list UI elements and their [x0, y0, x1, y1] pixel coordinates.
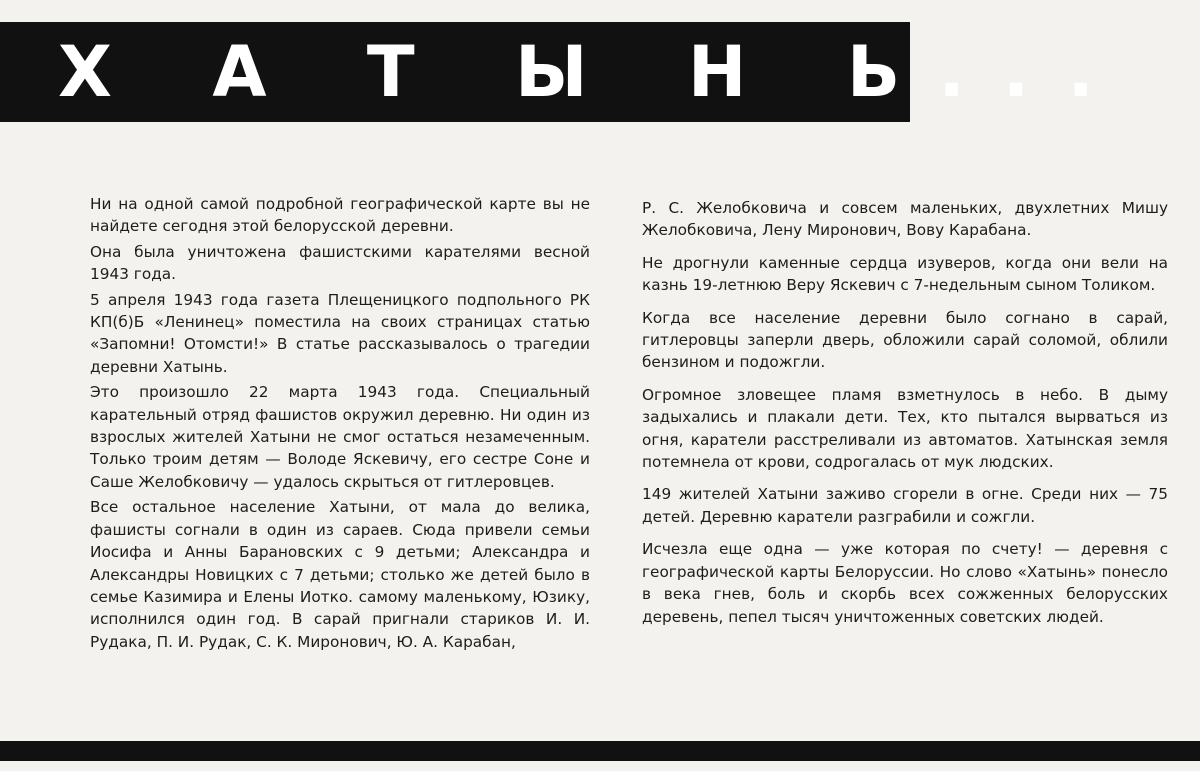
paragraph: Когда все население деревни было согнано в сарай, гитлеровцы заперли дверь, обложили сарай соломой, облили бензином и подожгли.	[642, 308, 1168, 372]
title-banner	[0, 22, 1132, 122]
page-title: Х А Т Ы Н Ь...	[58, 31, 1132, 113]
paragraph: Все остальное население Хатыни, от мала до велика, фашисты согнали в один из сараев. Сюда привели семьи Иосифа и Анны Барановских с 9 детьми; Александра и Александры Новицких с 7 детьми; столько же детей было в семье Казимира и Елены Иотко. самому маленькому, Юзику, исполнился один год. В сарай пригнали стариков И. И. Рудака, П. И. Рудак, С. К. Миронович, Ю. А. Карабан,	[90, 498, 590, 651]
paragraph: 5 апреля 1943 года газета Плещеницкого подпольного РК КП(б)Б «Ленинец» поместила на своих страницах статью «Запомни! Отомсти!» В статье рассказывалось о трагедии деревни Хатынь.	[90, 290, 590, 376]
paragraph: 149 жителей Хатыни заживо сгорели в огне. Среди них — 75 детей. Деревню каратели разграбили и сожгли.	[642, 485, 1168, 526]
paragraph: Это произошло 22 марта 1943 года. Специальный карательный отряд фашистов окружил деревню. Ни один из взрослых жителей Хатыни не смог остаться незамеченным. Только троим детям — Володе Яскевичу, его сестре Соне и Саше Желобковичу — удалось скрыться от гитлеровцев.	[90, 383, 590, 491]
bottom-divider	[0, 741, 1200, 761]
paragraph: Не дрогнули каменные сердца изуверов, когда они вели на казнь 19-летнюю Веру Яскевич с 7-недельным сыном Толиком.	[642, 253, 1168, 295]
paragraph: Она была уничтожена фашистскими карателями весной 1943 года.	[90, 242, 590, 284]
article-column-right	[642, 197, 1168, 638]
paragraph: Ни на одной самой подробной географической карте вы не найдете сегодня этой белорусской деревни.	[90, 195, 590, 236]
paragraph: Огромное зловещее пламя взметнулось в небо. В дыму задыхались и плакали дети. Тех, кто пытался вырваться из огня, каратели расстреливали из автоматов. Хатынская земля потемнела от крови, содрогалась от мук людских.	[642, 385, 1168, 472]
paragraph: Р. С. Желобковича и совсем маленьких, двухлетних Мишу Желобковича, Лену Миронович, Вову Карабана.	[642, 199, 1168, 240]
article-column-left	[90, 193, 590, 656]
paragraph: Исчезла еще одна — уже которая по счету! — деревня с географической карты Белоруссии. Но слово «Хатынь» понесло в века гнев, боль и скорбь всех сожженных белорусских деревень, пепел тысяч уничтоженных советских людей.	[642, 540, 1168, 626]
